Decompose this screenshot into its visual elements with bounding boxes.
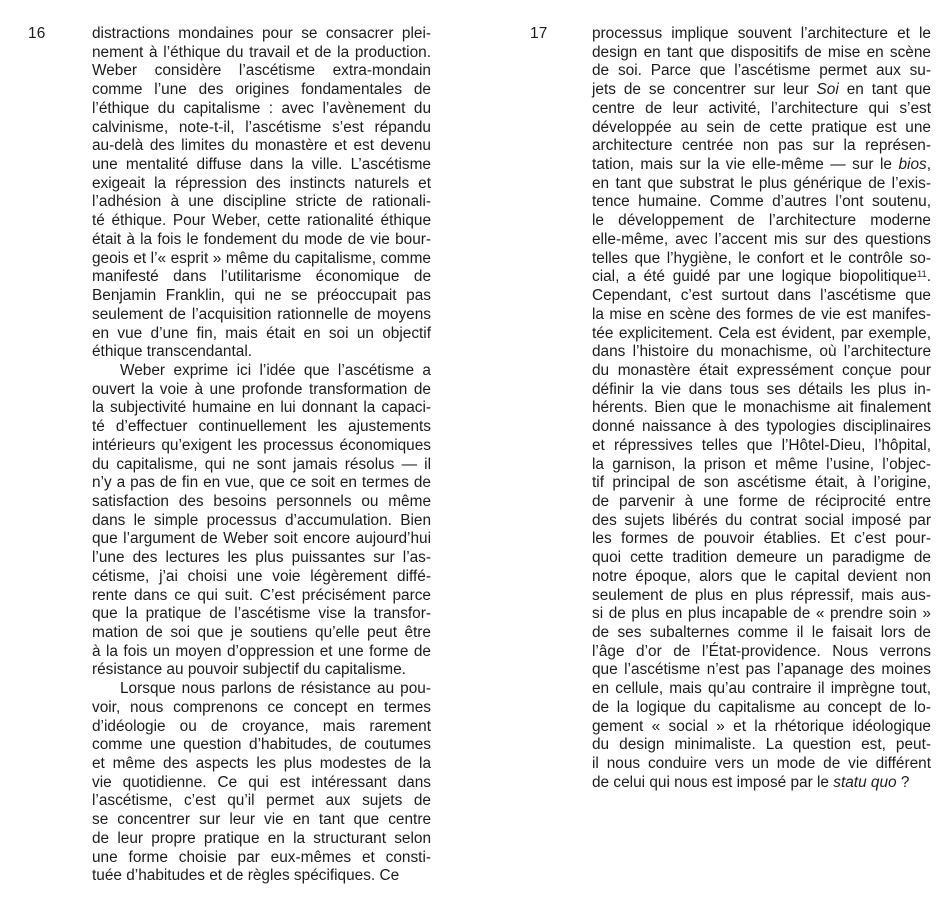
text-line: la subjectivité humaine en lui donnant la capaci- — [92, 399, 431, 417]
text-line: nement à l’éthique du travail et de la production. — [92, 43, 431, 61]
italic-term: statu quo — [833, 773, 897, 791]
text-line: une forme choisie par eux-mêmes et consti- — [92, 848, 431, 866]
text-line: architecture centrée non pas sur la représen- — [592, 137, 931, 155]
text-line: Lorsque nous parlons de résistance au pou- — [120, 680, 431, 698]
text-line: des sujets libérés du contrat social imposé par — [592, 511, 931, 529]
text-line: il nous conduire vers un mode de vie différent — [592, 755, 931, 773]
text-line: seulement de plus en plus répressif, mais aus- — [592, 586, 931, 604]
text-line: d’idéologie ou de croyance, mais rarement — [92, 717, 431, 735]
text-line: telles que l’hygiène, le confort et le contrôle so- — [592, 249, 931, 267]
page-number-left: 16 — [28, 25, 46, 42]
text-line: elle-même, avec l’accent mis sur des questions — [592, 230, 931, 248]
text-line: de celui qui nous est imposé par le statu quo ? — [592, 773, 910, 791]
text-line: tence humaine. Comme d’autres l’ont soutenu, — [592, 193, 931, 211]
text-line: de parvenir à une forme de réciprocité entre — [592, 492, 931, 510]
text-line: du monastère était expressément conçue pour — [592, 361, 931, 379]
text-line: gement « social » et la rhétorique idéologique — [592, 717, 931, 735]
text-line: dans le simple processus d’accumulation. Bien — [92, 511, 431, 529]
text-line: voir, nous comprenons ce concept en termes — [92, 698, 431, 716]
text-line: l’ascétisme, c’est qu’il permet aux sujets de — [92, 792, 431, 810]
text-line: notre époque, alors que le capital devient non — [592, 567, 931, 585]
text-line: développée au sein de cette pratique est une — [592, 118, 931, 136]
text-line: et même des aspects les plus modestes de la — [92, 755, 431, 773]
text-line: l’âge d’or de l’État-providence. Nous verrons — [592, 642, 931, 660]
text-line: satisfaction des besoins personnels ou même — [92, 492, 431, 510]
text-line: té éthique. Pour Weber, cette rationalité éthique — [92, 212, 431, 230]
text-line: cétisme, j’ai choisi une voie légèrement diffé- — [92, 567, 431, 585]
text-line: Weber exprime ici l’idée que l’ascétisme a — [120, 361, 431, 379]
text-line: comme l’une des origines fondamentales de — [92, 81, 431, 99]
footnote-reference: 11 — [916, 267, 927, 279]
text-line: intérieurs qu’exigent les processus économiques — [92, 436, 431, 454]
text-line: rente dans ce qui suit. C’est précisément parce — [92, 586, 431, 604]
text-line: du design minimaliste. La question est, peut- — [592, 736, 931, 754]
text-line: une mentalité diffuse dans la ville. L’ascétisme — [92, 156, 431, 174]
text-line: distractions mondaines pour se consacrer plei- — [92, 25, 431, 42]
text-line: tation, mais sur la vie elle-même — sur le bios, — [592, 156, 931, 174]
text-line: design en tant que dispositifs de mise en scène — [592, 43, 931, 61]
text-line: tif principal de son ascétisme était, à l’origine, — [592, 474, 931, 492]
text-line: se concentrer sur leur vie en tant que centre — [92, 811, 431, 829]
text-line: tée explicitement. Cela est évident, par exemple, — [592, 324, 931, 342]
text-line: au-delà des limites du monastère et est devenu — [92, 137, 431, 155]
text-column-page-17 — [592, 25, 931, 792]
text-line: l’adhésion à une discipline stricte de rationali- — [92, 193, 431, 211]
text-line: définir la vie dans tous ses détails les plus in- — [592, 380, 931, 398]
text-line: exigeait la répression des instincts naturels et — [92, 174, 431, 192]
text-line: la mise en scène des formes de vie est manifes- — [592, 305, 931, 323]
text-line: n’y a pas de fin en vue, que ce soit en termes de — [92, 474, 431, 492]
text-line: la garnison, la prison et même l’usine, l’objec- — [592, 455, 931, 473]
text-line: était à la fois le fondement du mode de vie bour- — [92, 230, 431, 248]
text-line: à la fois un moyen d’oppression et une forme de — [92, 642, 431, 660]
text-line: du capitalisme, qui ne sont jamais résolus — il — [92, 455, 431, 473]
text-line: en cellule, mais qu’au contraire il imprègne tout, — [592, 680, 931, 698]
italic-term: bios — [898, 156, 927, 174]
text-line: résistance au pouvoir subjectif du capitalisme. — [92, 661, 406, 679]
text-line: Weber considère l’ascétisme extra-mondain — [92, 62, 431, 80]
text-line: mation de soi que je soutiens qu’elle peut être — [92, 624, 431, 641]
text-line: calvinisme, note-t-il, l’ascétisme s’est répandu — [92, 118, 431, 136]
text-line: en vue d’une fin, mais était en soi un objectif — [92, 324, 431, 342]
page-number-right: 17 — [530, 25, 548, 42]
text-line: l’une des lectures les plus puissantes sur l’as- — [92, 549, 431, 567]
text-line: donné naissance à des typologies disciplinaires — [592, 418, 931, 436]
text-line: Cependant, c’est surtout dans l’ascétisme que — [592, 287, 931, 305]
text-line: geois et l’« esprit » même du capitalisme, comme — [92, 249, 431, 267]
text-line: ouvert la voie à une profonde transformation de — [92, 380, 431, 398]
text-line: Benjamin Franklin, qui ne se préoccupait pas — [92, 287, 431, 305]
text-line: hérents. Bien que le monachisme ait finalement — [592, 399, 931, 417]
text-line: vie quotidienne. Ce qui est intéressant dans — [92, 773, 431, 791]
text-line: de soi. Parce que l’ascétisme permet aux su- — [592, 62, 931, 80]
text-line: les formes de pouvoir établies. Et c’est pour- — [592, 530, 931, 548]
text-line: et répressives telles que l’Hôtel-Dieu, l’hôpital, — [592, 436, 931, 454]
text-line: quoi cette tradition demeure un paradigme de — [592, 549, 931, 567]
text-line: seulement de l’acquisition rationnelle de moyens — [92, 305, 431, 323]
text-line: comme une question d’habitudes, de coutumes — [92, 736, 431, 754]
text-line: que la pratique de l’ascétisme vise la transfor- — [92, 605, 431, 623]
text-line: en tant que substrat le plus générique de l’exis- — [592, 174, 931, 192]
text-line: tuée d’habitudes et de règles spécifiques. Ce — [92, 867, 400, 885]
text-line: que l’argument de Weber soit encore aujourd’hui — [92, 530, 431, 548]
text-line: l’éthique du capitalisme : avec l’avènement du — [92, 99, 431, 117]
text-line: le développement de l’architecture moderne — [592, 212, 931, 230]
text-line: centre de leur activité, l’architecture qui s’est — [592, 99, 931, 117]
text-line: té d’effectuer continuellement les ajustements — [92, 418, 431, 436]
text-line: de la logique du capitalisme au concept de lo- — [592, 698, 931, 716]
text-line: manifesté dans l’utilitarisme économique de — [92, 268, 431, 286]
text-column-page-16 — [92, 25, 431, 886]
text-line: cial, a été guidé par une logique biopolitique$^{11}$. — [592, 267, 931, 286]
text-line: de leur propre pratique en la structurant selon — [92, 829, 431, 847]
italic-term: Soi — [816, 81, 839, 99]
text-line: de ses subalternes comme il le faisait lors de — [592, 624, 931, 641]
text-line: jets de se concentrer sur leur Soi en tant que — [592, 81, 931, 99]
text-line: que l’ascétisme n’est pas l’apanage des moines — [592, 661, 931, 679]
text-line: dans l’histoire du monachisme, où l’architecture — [592, 343, 931, 361]
text-line: éthique transcendantal. — [92, 343, 253, 361]
text-line: processus implique souvent l’architecture et le — [592, 25, 931, 42]
text-line: si de plus en plus incapable de « prendre soin » — [592, 605, 931, 623]
